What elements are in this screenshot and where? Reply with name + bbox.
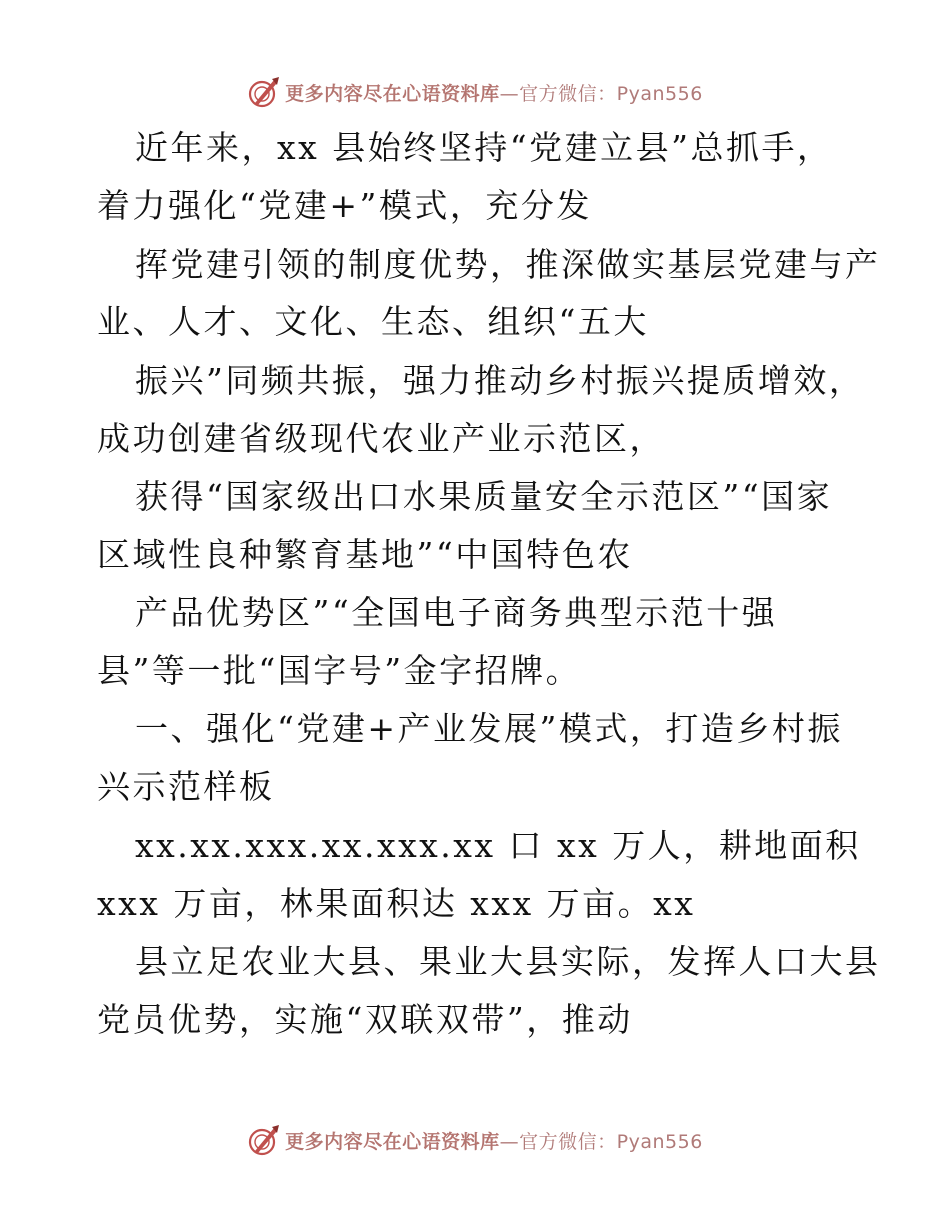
watermark-text: 更多内容尽在心语资料库—官方微信：Pyan556 bbox=[285, 82, 703, 105]
paragraph-line: 业、人才、文化、生态、组织“五大 bbox=[97, 302, 649, 341]
paragraph-line: 县立足农业大县、果业大县实际，发挥人口大县 bbox=[135, 942, 881, 981]
footer-watermark bbox=[0, 1120, 950, 1160]
paragraph-line: 产品优势区”“全国电子商务典型示范十强 bbox=[135, 593, 778, 632]
quill-logo-icon bbox=[247, 1123, 281, 1157]
section-heading: 一、强化“党建+产业发展”模式，打造乡村振 bbox=[135, 709, 843, 748]
section-heading: 兴示范样板 bbox=[97, 767, 275, 806]
paragraph-line: 县”等一批“国字号”金字招牌。 bbox=[97, 651, 582, 690]
paragraph-line: 着力强化“党建+”模式，充分发 bbox=[97, 186, 592, 225]
paragraph-line: 党员优势，实施“双联双带”，推动 bbox=[97, 1000, 633, 1039]
paragraph-line: 区域性良种繁育基地”“中国特色农 bbox=[97, 535, 633, 574]
paragraph-line: 挥党建引领的制度优势，推深做实基层党建与产 bbox=[135, 245, 881, 284]
quill-logo-icon bbox=[247, 75, 281, 109]
watermark-text: 更多内容尽在心语资料库—官方微信：Pyan556 bbox=[285, 1130, 703, 1153]
paragraph-line: 振兴”同频共振，强力推动乡村振兴提质增效， bbox=[135, 361, 865, 400]
paragraph-line: 成功创建省级现代农业产业示范区， bbox=[97, 419, 665, 458]
paragraph-line: 近年来，xx 县始终坚持“党建立县”总抓手， bbox=[135, 128, 833, 167]
paragraph-line: xx.xx.xxx.xx.xxx.xx 口 xx 万人，耕地面积 bbox=[135, 826, 861, 865]
paragraph-line: 获得“国家级出口水果质量安全示范区”“国家 bbox=[135, 477, 833, 516]
header-watermark bbox=[0, 72, 950, 112]
paragraph-line: xxx 万亩，林果面积达 xxx 万亩。xx bbox=[97, 884, 696, 923]
